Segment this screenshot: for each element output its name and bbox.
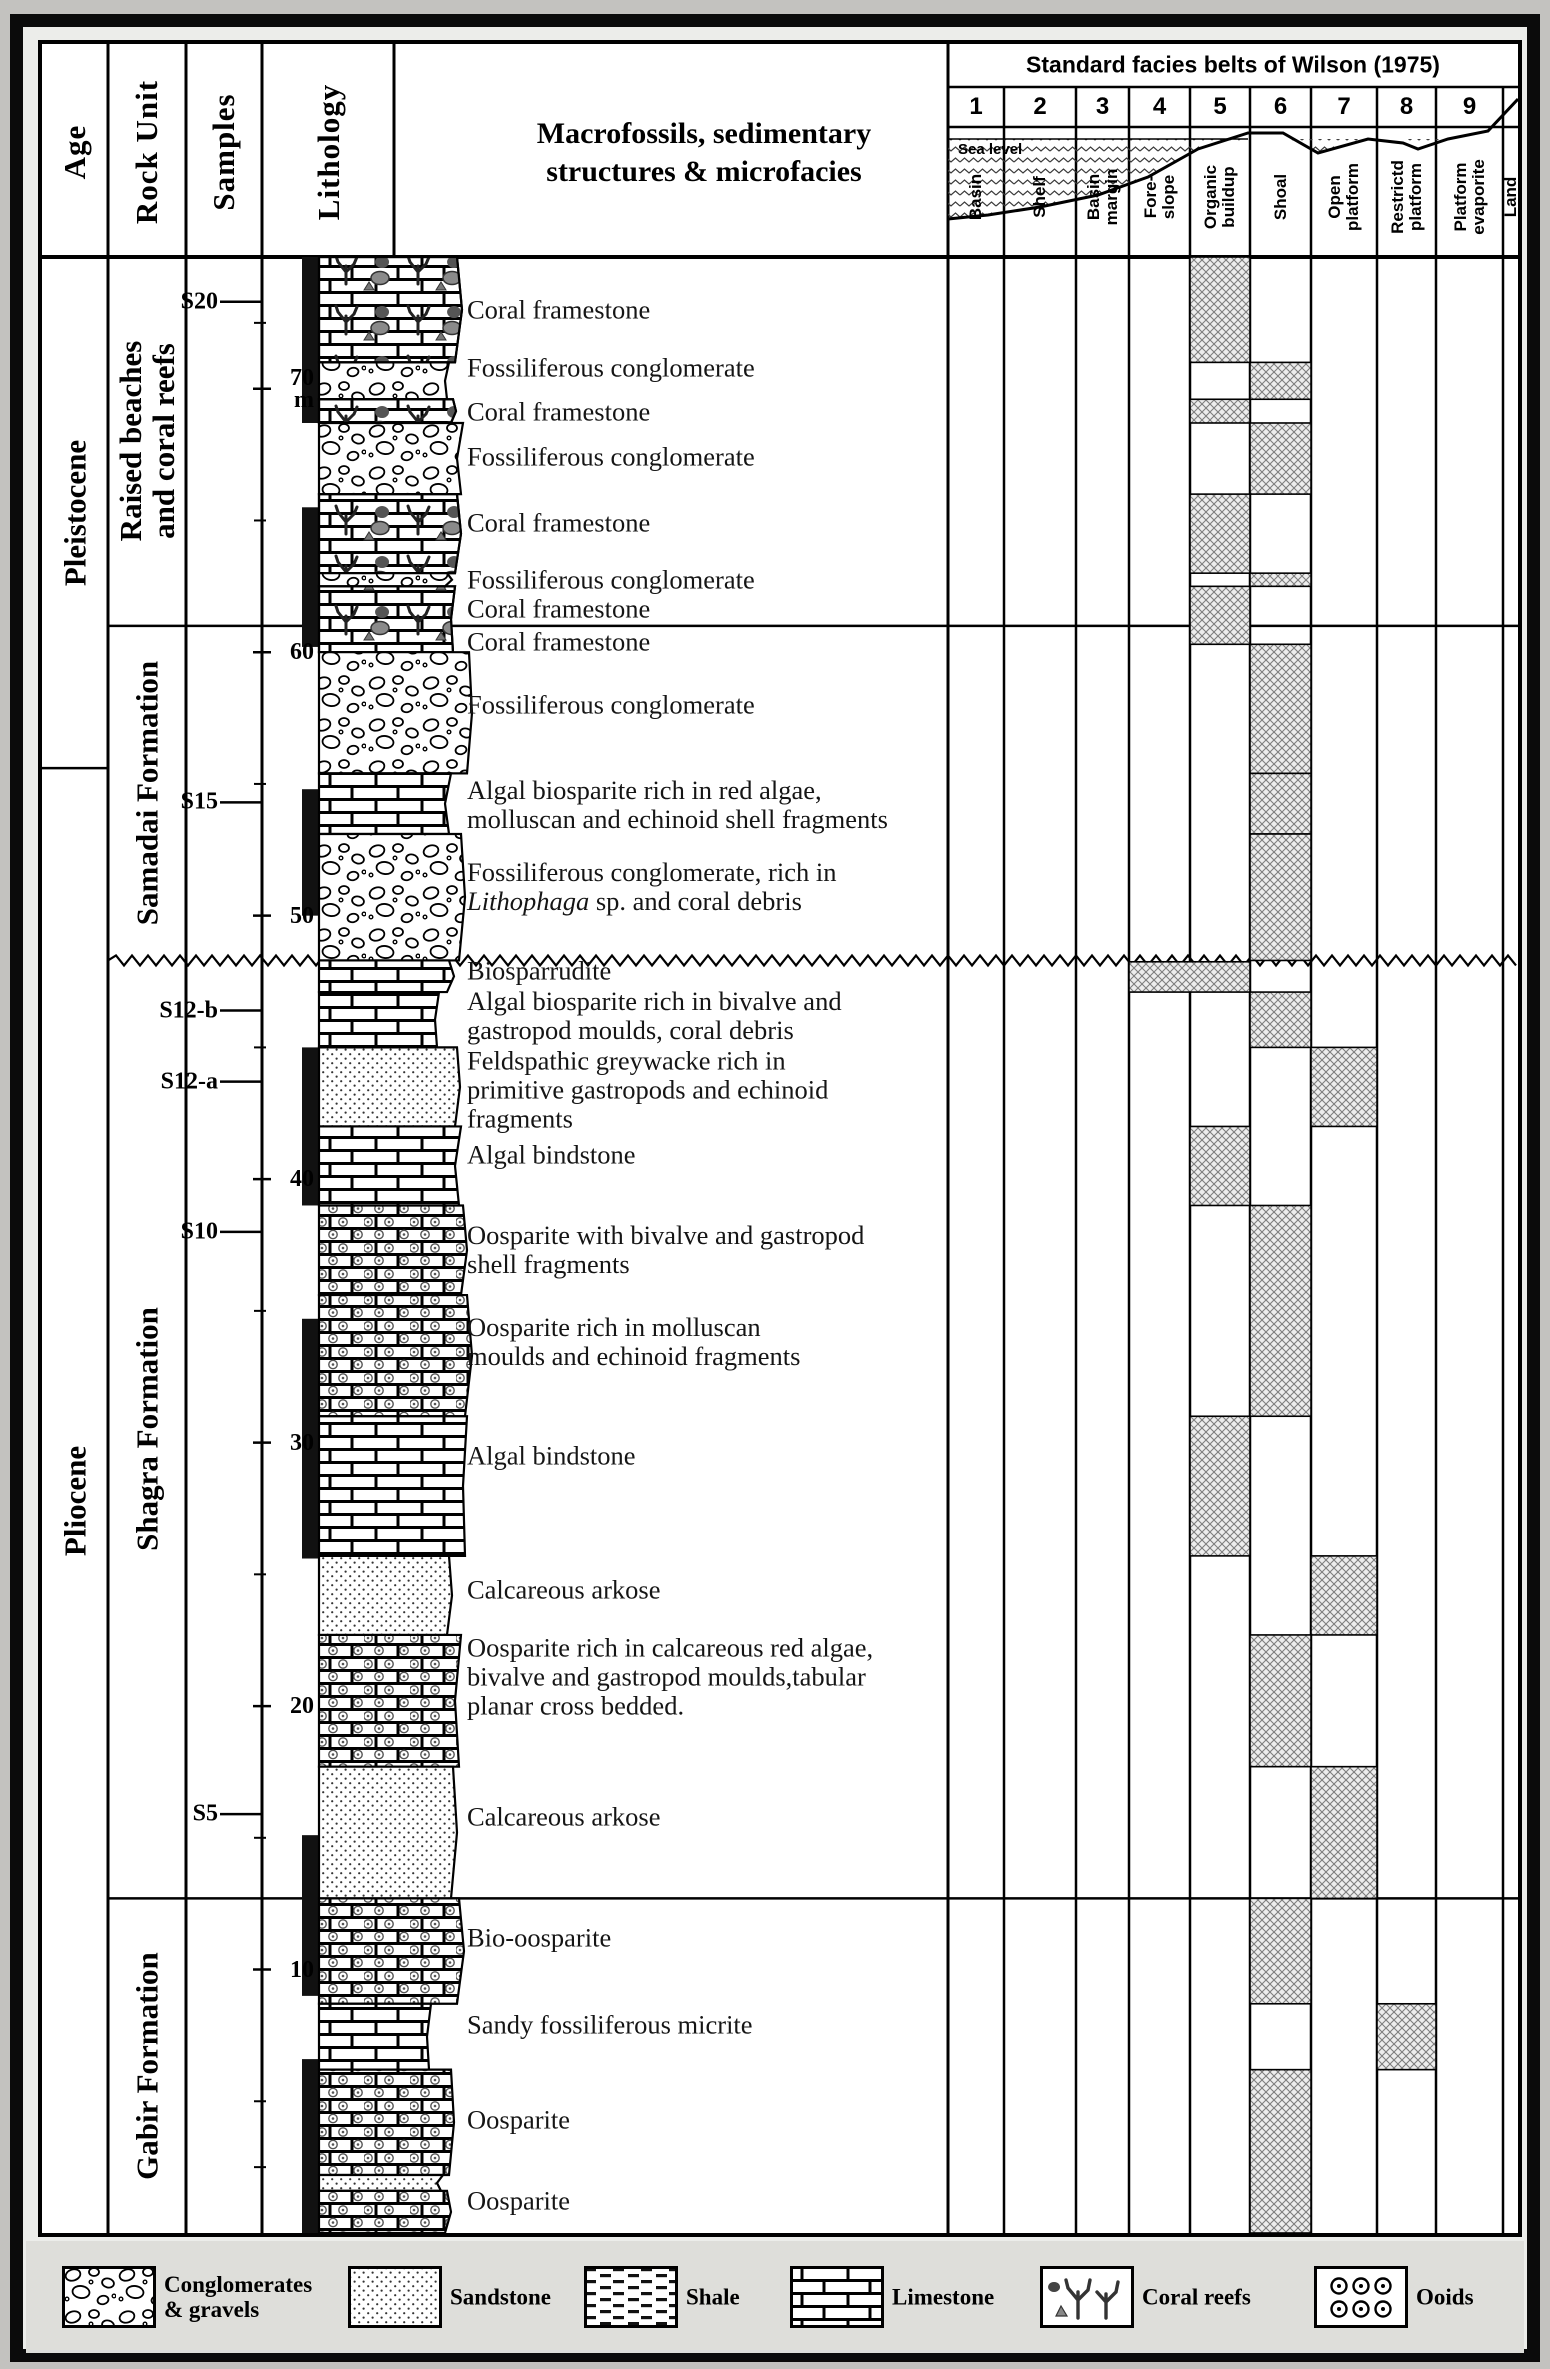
lith-unit-cong	[319, 834, 465, 960]
sample-label: S10	[180, 1218, 218, 1245]
legend-label: Coral reefs	[1142, 2284, 1251, 2310]
facies-cell	[1129, 962, 1250, 992]
lith-unit-oolime	[319, 2070, 454, 2175]
facies-belt-name: Basin	[966, 173, 985, 221]
facies-belt-name: Land	[1500, 176, 1520, 218]
lith-description: Bio-oosparite	[467, 1922, 612, 1953]
facies-belt-number: 7	[1337, 93, 1351, 120]
lith-description: Biosparrudite	[467, 955, 612, 986]
lith-description: Algal bindstone	[467, 1139, 636, 1170]
lith-unit-sand	[319, 1767, 457, 1899]
lith-unit-lime	[319, 773, 451, 834]
legend-swatch-ooids	[1314, 2266, 1408, 2328]
facies-belt-name: Organic buildup	[1201, 164, 1238, 230]
scale-number: 10	[290, 1956, 314, 1983]
legend	[26, 2241, 1524, 2353]
lith-description: Calcareous arkose	[467, 1801, 661, 1832]
lith-description: Sandy fossiliferous micrite	[467, 2009, 753, 2040]
facies-belt-number: 1	[969, 93, 983, 120]
legend-swatch-shale	[584, 2266, 678, 2328]
facies-cell	[1377, 2004, 1436, 2070]
lith-unit-lime	[319, 1416, 467, 1556]
facies-belt-name: Fore- slope	[1140, 174, 1178, 220]
facies-cell	[1311, 1767, 1377, 1899]
sample-label: S15	[180, 788, 218, 815]
facies-belt-number: 4	[1152, 93, 1167, 120]
facies-cell	[1250, 362, 1311, 399]
lith-description: Coral framestone	[467, 294, 651, 325]
column-header-lithology: Lithology	[311, 83, 346, 221]
facies-belt-name: Shoal	[1270, 173, 1290, 221]
facies-belt-number: 6	[1273, 93, 1288, 120]
legend-label: Conglomerates & gravels	[164, 2272, 313, 2322]
facies-belt-name: Shelf	[1030, 176, 1049, 218]
lith-unit-sand	[319, 1556, 452, 1635]
facies-cell	[1190, 1416, 1250, 1556]
legend-label: Ooids	[1416, 2284, 1474, 2310]
column-header-rock-unit: Rock Unit	[129, 79, 164, 225]
lith-unit-oolime	[319, 1295, 472, 1416]
facies-cell	[1311, 1556, 1377, 1635]
lith-description: Oosparite	[467, 2104, 571, 2135]
facies-cell	[1311, 1047, 1377, 1126]
lith-unit-sand	[319, 2175, 443, 2191]
lith-unit-lime	[319, 1126, 461, 1205]
lith-description: Fossiliferous conglomerate	[467, 441, 755, 472]
lith-unit-sand	[319, 1047, 460, 1126]
sample-coverage-bar	[302, 2059, 319, 2233]
lith-description: Feldspathic greywacke rich in primitive gastropods and echinoid fragments	[467, 1045, 829, 1134]
facies-cell	[1250, 2070, 1311, 2233]
lith-description: Coral framestone	[467, 396, 651, 427]
column-header-samples: Samples	[206, 93, 241, 211]
lith-description: Fossiliferous conglomerate	[467, 689, 755, 720]
scale-number: 70 m	[290, 364, 314, 413]
legend-swatch-coralreef	[1040, 2266, 1134, 2328]
lith-description: Fossiliferous conglomerate	[467, 352, 755, 383]
facies-cell	[1250, 834, 1311, 960]
rock-unit-label: Raised beaches and coral reefs	[113, 341, 181, 542]
scale-number: 60	[290, 639, 314, 666]
lith-unit-lime	[319, 2004, 431, 2070]
lith-unit-oolime	[319, 1635, 461, 1767]
legend-swatch-cong	[62, 2266, 156, 2328]
facies-cell	[1190, 586, 1250, 644]
lith-unit-coral-overlay	[319, 586, 455, 652]
facies-belt-number: 8	[1399, 93, 1414, 120]
facies-cell	[1250, 423, 1311, 494]
facies-belt-name: Open platform	[1325, 163, 1362, 231]
facies-cell	[1250, 1205, 1311, 1416]
legend-swatch-lime	[790, 2266, 884, 2328]
lith-description: Oosparite rich in molluscan moulds and echinoid fragments	[467, 1312, 801, 1372]
facies-belt-name: Platform evaporite	[1450, 159, 1488, 235]
rock-unit-label: Gabir Formation	[129, 1951, 165, 2180]
lith-unit-oolime	[319, 1205, 467, 1295]
column-header-macrofossils-line2: structures & microfacies	[546, 155, 862, 188]
facies-belt-number: 9	[1462, 93, 1477, 120]
column-header-age: Age	[57, 124, 92, 180]
lith-description: Oosparite with bivalve and gastropod shell fragments	[467, 1220, 865, 1280]
sample-label: S12-a	[160, 1068, 218, 1095]
rock-unit-label: Shagra Formation	[129, 1307, 165, 1552]
lith-unit-cong	[319, 423, 463, 494]
sample-coverage-bar	[302, 789, 319, 915]
age-period-label: Pleistocene	[57, 439, 93, 586]
legend-label: Sandstone	[450, 2284, 551, 2310]
lith-description: Algal biosparite rich in red algae, molluscan and echinoid shell fragments	[467, 775, 888, 834]
lith-unit-oolime	[319, 2191, 451, 2233]
facies-belt-number: 5	[1213, 93, 1227, 120]
scale-number: 40	[290, 1166, 314, 1193]
facies-belts-title: Standard facies belts of Wilson (1975)	[1026, 51, 1440, 78]
facies-cell	[1250, 573, 1311, 586]
lith-unit-oolime	[319, 1898, 464, 2003]
facies-cell	[1190, 1126, 1250, 1205]
facies-cell	[1190, 399, 1250, 423]
lith-description: Oosparite rich in calcareous red algae, bivalve and gastropod moulds,tabular planar cross bedded.	[467, 1632, 874, 1721]
sample-coverage-bar	[302, 507, 319, 647]
lith-unit-coral-overlay	[319, 257, 462, 362]
lith-description: Coral framestone	[467, 593, 651, 624]
lith-unit-coral-overlay	[319, 399, 456, 423]
rock-unit-label: Samadai Formation	[129, 660, 165, 926]
sea-level-label: Sea level	[958, 141, 1023, 158]
sample-label: S5	[192, 1800, 218, 1827]
facies-cell	[1250, 1635, 1311, 1767]
sample-label: S12-b	[159, 997, 218, 1023]
facies-belt-name: Restrictd platform	[1387, 160, 1425, 234]
facies-belt-name: Basin margin	[1083, 168, 1121, 226]
facies-cell	[1250, 644, 1311, 773]
lith-description: Fossiliferous conglomerate	[467, 564, 755, 595]
column-header-macrofossils-line1: Macrofossils, sedimentary	[536, 117, 872, 150]
chart-graphics	[42, 44, 1518, 2233]
lith-description: Calcareous arkose	[467, 1574, 661, 1605]
lith-description: Algal bindstone	[467, 1440, 636, 1471]
lith-unit-cong	[319, 652, 472, 773]
lith-unit-cong	[319, 573, 452, 586]
facies-belt-number: 2	[1033, 93, 1047, 120]
lith-unit-coral-overlay	[319, 494, 461, 573]
sample-label: S20	[180, 288, 218, 315]
lith-unit-cong	[319, 362, 449, 399]
legend-label: Limestone	[892, 2284, 995, 2310]
facies-cell	[1190, 494, 1250, 573]
lith-unit-lime	[319, 960, 454, 992]
lith-description: Fossiliferous conglomerate, rich in Lithophaga sp. and coral debris	[467, 856, 837, 916]
legend-swatch-sand	[348, 2266, 442, 2328]
lith-description: Coral framestone	[467, 626, 651, 657]
lith-unit-lime	[319, 992, 439, 1047]
facies-cell	[1250, 992, 1311, 1047]
age-period-label: Pliocene	[57, 1445, 93, 1556]
lith-description: Algal biosparite rich in bivalve and gastropod moulds, coral debris	[467, 985, 842, 1045]
lith-description: Oosparite	[467, 2185, 571, 2216]
scale-number: 30	[290, 1429, 314, 1456]
lith-description: Coral framestone	[467, 507, 651, 538]
chart-area	[38, 40, 1522, 2237]
facies-cell	[1250, 1898, 1311, 2003]
facies-belt-number: 3	[1095, 93, 1110, 120]
legend-label: Shale	[686, 2284, 740, 2310]
facies-cell	[1190, 257, 1250, 362]
scale-number: 20	[290, 1693, 314, 1720]
facies-cell	[1250, 773, 1311, 834]
scale-number: 50	[290, 902, 314, 929]
